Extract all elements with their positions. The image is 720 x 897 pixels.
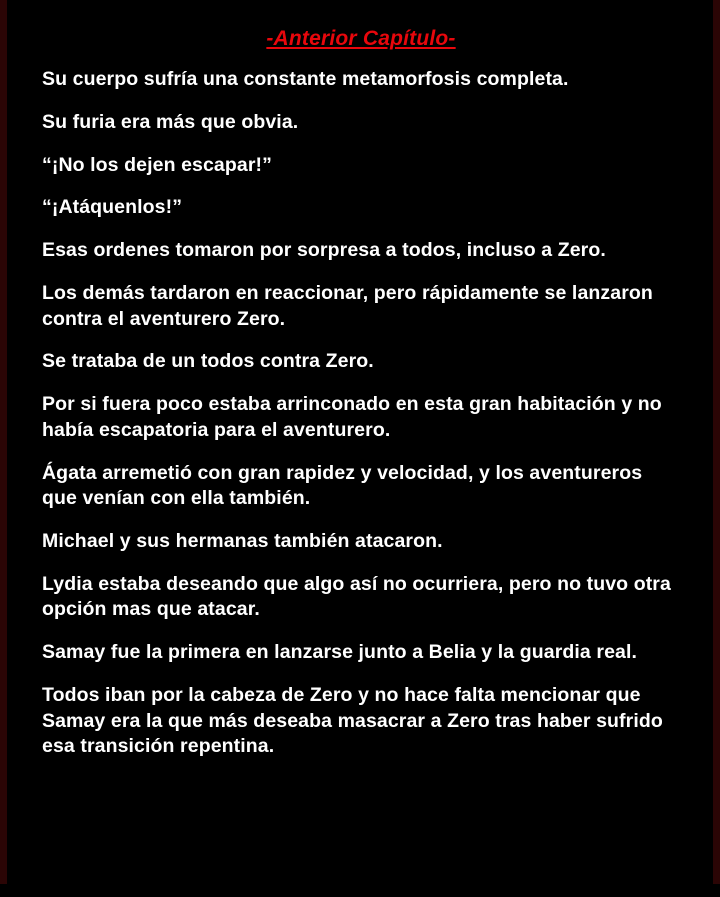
paragraph: “¡No los dejen escapar!” — [42, 153, 272, 176]
paragraph: Se trataba de un todos contra Zero. — [42, 350, 374, 373]
paragraph: “¡Atáquenlos!” — [42, 196, 183, 219]
paragraph: Ágata arremetió con gran rapidez y velocidad, y los aventureros que venían con ella también. — [42, 461, 643, 510]
paragraph: Su furia era más que obvia. — [42, 110, 299, 133]
paragraph: Esas ordenes tomaron por sorpresa a todos, incluso a Zero. — [42, 239, 606, 262]
paragraph: Lydia estaba deseando que algo así no ocurriera, pero no tuvo otra opción mas que atacar. — [42, 572, 671, 621]
paragraph: Michael y sus hermanas también atacaron. — [42, 530, 443, 552]
paragraph: Por si fuera poco estaba arrinconado en esta gran habitación y no había escapatoria para el aventurero. — [42, 393, 662, 441]
chapter-link-heading[interactable]: -Anterior Capítulo- — [266, 27, 456, 50]
paragraph: Samay fue la primera en lanzarse junto a Belia y la guardia real. — [42, 641, 637, 664]
paragraph: Los demás tardaron en reaccionar, pero rápidamente se lanzaron contra el aventurero Zero. — [42, 281, 653, 330]
paragraph: Su cuerpo sufría una constante metamorfosis completa. — [42, 68, 569, 91]
content-bottom-spacer — [42, 777, 680, 897]
paragraph: Todos iban por la cabeza de Zero y no hace falta mencionar que Samay era la que más deseaba masacrar a Zero tras haber sufrido esa transición repentina. — [42, 683, 663, 758]
